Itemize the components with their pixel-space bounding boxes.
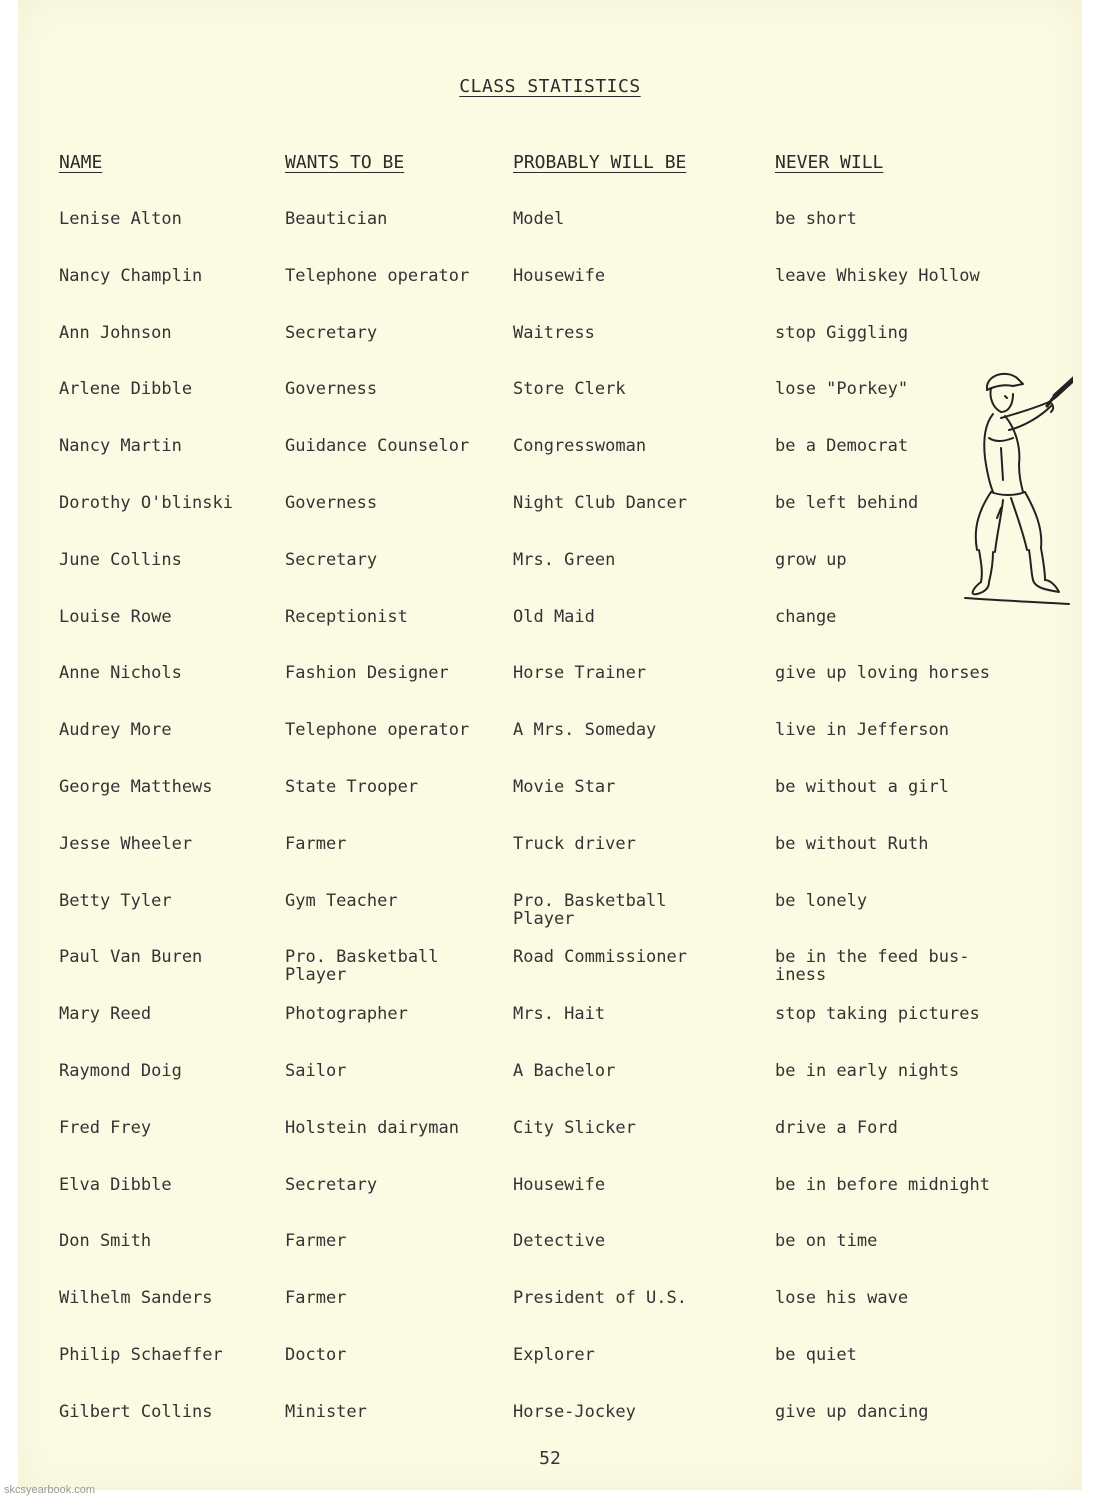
wants-to-be-cell: Secretary [285, 549, 378, 570]
table-row [18, 1062, 1082, 1119]
student-name-cell: June Collins [59, 549, 182, 570]
table-row [18, 1176, 1082, 1233]
wants-to-be-cell: Doctor [285, 1344, 347, 1365]
probably-will-be-cell: Old Maid [513, 606, 595, 627]
never-will-cell: drive a Ford [775, 1117, 898, 1138]
table-row [18, 380, 1082, 437]
table-row [18, 892, 1082, 949]
wants-to-be-cell: Telephone operator [285, 265, 470, 286]
wants-to-be-cell: Secretary [285, 1174, 378, 1195]
student-name-cell: Nancy Champlin [59, 265, 203, 286]
student-name-cell: Ann Johnson [59, 322, 172, 343]
yearbook-page [18, 0, 1082, 1490]
wants-to-be-cell: Pro. Basketball Player [285, 947, 439, 986]
table-row [18, 835, 1082, 892]
table-row [18, 1119, 1082, 1176]
never-will-cell: be without a girl [775, 776, 949, 797]
wants-to-be-cell: Fashion Designer [285, 663, 449, 684]
never-will-cell: be in before midnight [775, 1174, 990, 1195]
table-row [18, 324, 1082, 381]
wants-to-be-cell: Holstein dairyman [285, 1117, 459, 1138]
wants-to-be-cell: Guidance Counselor [285, 436, 470, 457]
student-name-cell: George Matthews [59, 776, 213, 797]
student-name-cell: Gilbert Collins [59, 1401, 213, 1422]
student-name-cell: Audrey More [59, 720, 172, 741]
table-row [18, 948, 1082, 1005]
page-title-text: CLASS STATISTICS [459, 76, 641, 97]
probably-will-be-cell: Horse Trainer [513, 663, 647, 684]
probably-will-be-cell: Waitress [513, 322, 595, 343]
probably-will-be-cell: Explorer [513, 1344, 595, 1365]
probably-will-be-cell: Road Commissioner [513, 947, 687, 968]
probably-will-be-cell: Pro. Basketball Player [513, 890, 667, 929]
wants-to-be-cell: Beautician [285, 209, 388, 229]
never-will-cell: stop taking pictures [775, 1004, 980, 1025]
never-will-cell: lose "Porkey" [775, 379, 909, 400]
never-will-cell: grow up [775, 549, 847, 570]
never-will-cell: be in early nights [775, 1060, 960, 1081]
student-name-cell: Jesse Wheeler [59, 833, 193, 854]
probably-will-be-cell: Mrs. Green [513, 549, 616, 570]
probably-will-be-cell: Congresswoman [513, 436, 647, 457]
never-will-cell: give up dancing [775, 1401, 929, 1422]
probably-will-be-cell: Store Clerk [513, 379, 626, 400]
probably-will-be-cell: City Slicker [513, 1117, 636, 1138]
student-name-cell: Elva Dibble [59, 1174, 172, 1195]
probably-will-be-cell: Truck driver [513, 833, 636, 854]
never-will-cell: change [775, 606, 837, 627]
table-row [18, 721, 1082, 778]
student-name-cell: Betty Tyler [59, 890, 172, 911]
header-wants-to-be: WANTS TO BE [285, 152, 405, 173]
wants-to-be-cell: Receptionist [285, 606, 408, 627]
probably-will-be-cell: Housewife [513, 1174, 606, 1195]
student-name-cell: Paul Van Buren [59, 947, 203, 968]
student-name-cell: Louise Rowe [59, 606, 172, 627]
table-row [18, 494, 1082, 551]
table-row [18, 1346, 1082, 1403]
table-row [18, 664, 1082, 721]
student-name-cell: Nancy Martin [59, 436, 182, 457]
wants-to-be-cell: Secretary [285, 322, 378, 343]
wants-to-be-cell: Telephone operator [285, 720, 470, 741]
never-will-cell: lose his wave [775, 1288, 909, 1309]
page-number: 52 [539, 1448, 561, 1469]
probably-will-be-cell: Horse-Jockey [513, 1401, 636, 1422]
wants-to-be-cell: Photographer [285, 1004, 408, 1025]
never-will-cell: be a Democrat [775, 436, 909, 457]
probably-will-be-cell: President of U.S. [513, 1288, 687, 1309]
never-will-cell: be without Ruth [775, 833, 929, 854]
never-will-cell: live in Jefferson [775, 720, 949, 741]
student-name-cell: Anne Nichols [59, 663, 182, 684]
wants-to-be-cell: Farmer [285, 1288, 347, 1309]
table-row [18, 267, 1082, 324]
table-row [18, 551, 1082, 608]
wants-to-be-cell: Minister [285, 1401, 367, 1422]
student-name-cell: Wilhelm Sanders [59, 1288, 213, 1309]
never-will-cell: be in the feed bus- iness [775, 947, 970, 986]
student-name-cell: Dorothy O'blinski [59, 492, 233, 513]
student-name-cell: Lenise Alton [59, 209, 182, 229]
page-title [18, 76, 1082, 97]
wants-to-be-cell: Sailor [285, 1060, 347, 1081]
never-will-cell: be on time [775, 1231, 878, 1252]
never-will-cell: be short [775, 209, 857, 229]
never-will-cell: give up loving horses [775, 663, 990, 684]
wants-to-be-cell: Governess [285, 379, 378, 400]
probably-will-be-cell: Night Club Dancer [513, 492, 687, 513]
student-name-cell: Philip Schaeffer [59, 1344, 223, 1365]
table-row [18, 778, 1082, 835]
never-will-cell: be left behind [775, 492, 919, 513]
student-name-cell: Arlene Dibble [59, 379, 193, 400]
wants-to-be-cell: Farmer [285, 1231, 347, 1252]
wants-to-be-cell: Farmer [285, 833, 347, 854]
student-name-cell: Fred Frey [59, 1117, 152, 1138]
header-probably-will-be: PROBABLY WILL BE [513, 152, 687, 173]
probably-will-be-cell: Movie Star [513, 776, 616, 797]
probably-will-be-cell: A Bachelor [513, 1060, 616, 1081]
never-will-cell: be lonely [775, 890, 868, 911]
never-will-cell: leave Whiskey Hollow [775, 265, 980, 286]
never-will-cell: be quiet [775, 1344, 857, 1365]
table-header [18, 152, 1082, 182]
probably-will-be-cell: Model [513, 209, 565, 229]
probably-will-be-cell: A Mrs. Someday [513, 720, 657, 741]
probably-will-be-cell: Housewife [513, 265, 606, 286]
student-name-cell: Don Smith [59, 1231, 152, 1252]
watermark: skcsyearbook.com [4, 1484, 96, 1496]
student-name-cell: Raymond Doig [59, 1060, 182, 1081]
table-row [18, 1289, 1082, 1346]
baseball-batter-illustration [943, 368, 1073, 608]
student-name-cell: Mary Reed [59, 1004, 152, 1025]
table-row [18, 1005, 1082, 1062]
table-row [18, 1232, 1082, 1289]
table-row [18, 210, 1082, 267]
header-never-will: NEVER WILL [775, 152, 884, 173]
wants-to-be-cell: Governess [285, 492, 378, 513]
wants-to-be-cell: Gym Teacher [285, 890, 398, 911]
never-will-cell: stop Giggling [775, 322, 909, 343]
table-row [18, 608, 1082, 665]
probably-will-be-cell: Mrs. Hait [513, 1004, 606, 1025]
table-row [18, 437, 1082, 494]
statistics-table [18, 210, 1082, 1460]
header-name: NAME [59, 152, 103, 173]
probably-will-be-cell: Detective [513, 1231, 606, 1252]
wants-to-be-cell: State Trooper [285, 776, 419, 797]
